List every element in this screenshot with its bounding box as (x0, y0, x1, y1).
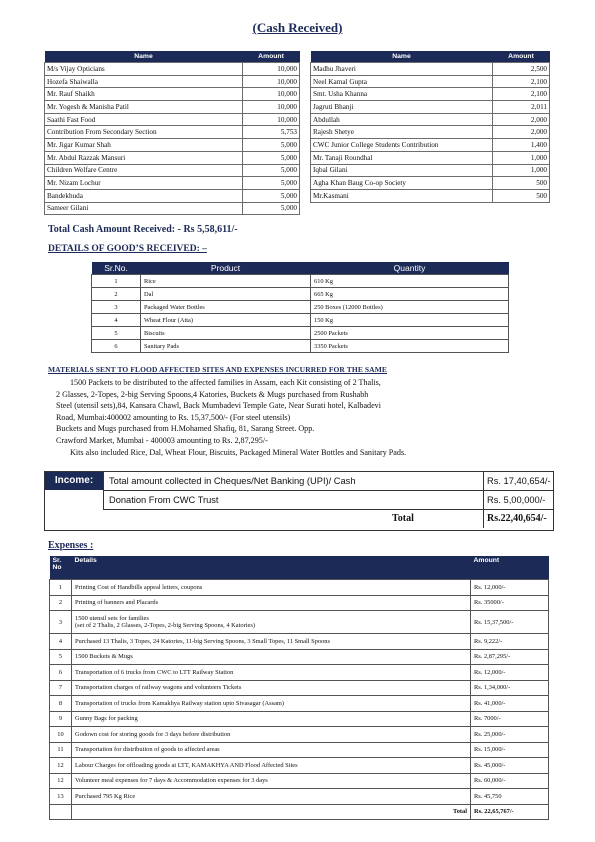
table-row (50, 773, 549, 789)
income-amount: Rs. 17,40,654/- (487, 476, 551, 486)
table-row (50, 758, 549, 774)
table-row (45, 164, 300, 177)
table-row (50, 595, 549, 611)
total-row (50, 804, 549, 820)
expense-details: Labour Charges for offloading goods at LTT, KAMAKHYA AND Flood Affected Sites (72, 758, 471, 774)
table-row (50, 665, 549, 681)
donor-name: Mr. Tanaji Roundhal (311, 151, 493, 164)
expense-sr-no: 2 (50, 595, 72, 611)
donation-amount: 5,000 (243, 151, 300, 164)
table-row (311, 75, 550, 88)
column-header-amount: Amount (493, 51, 550, 63)
expense-amount: Rs. 9,222/- (471, 634, 549, 650)
donor-name: Bandekhuda (45, 189, 243, 202)
goods-received-heading: DETAILS OF GOOD’S RECEIVED: – (48, 244, 207, 254)
expense-details: Transportation charges of railway wagons and volunteers Tickets (72, 680, 471, 696)
column-header-sr-no: Sr.No. (92, 262, 141, 275)
expense-sr-no: 8 (50, 696, 72, 712)
expense-sr-no: 3 (50, 611, 72, 634)
income-description: Donation From CWC Trust (109, 495, 219, 505)
donation-amount: 2,000 (493, 113, 550, 126)
table-row (311, 101, 550, 114)
cash-received-table-left (44, 51, 300, 215)
donation-amount: 5,000 (243, 202, 300, 215)
materials-line: 2 Glasses, 2-Topes, 2-big Serving Spoons,4 Katories, Buckets & Mugs purchased from Rushabh (56, 389, 369, 399)
goods-quantity: 610 Kg (311, 275, 509, 288)
table-row (311, 113, 550, 126)
donor-name: Agha Khan Baug Co-op Society (311, 177, 493, 190)
donor-name: Jagruti Bhanji (311, 101, 493, 114)
cash-received-table-right (310, 51, 550, 203)
goods-product: Rice (141, 275, 311, 288)
table-row (50, 742, 549, 758)
income-total-amount: Rs.22,40,654/- (487, 513, 547, 524)
materials-line: Buckets and Mugs purchased from H.Mohamed Shafiq, 81, Sarang Street. Opp. (56, 424, 315, 434)
donation-amount: 5,000 (243, 139, 300, 152)
expense-amount: Rs. 15,000/- (471, 742, 549, 758)
table-row (311, 164, 550, 177)
donation-amount: 2,000 (493, 126, 550, 139)
income-total-label: Total (392, 513, 414, 524)
expense-details: Godown cost for storing goods for 3 days before distribution (72, 727, 471, 743)
column-header-sr-no: Sr. No (50, 556, 72, 580)
table-row (311, 177, 550, 190)
donor-name: Mr. Jigar Kumar Shah (45, 139, 243, 152)
goods-sr-no: 4 (92, 314, 141, 327)
donation-amount: 5,000 (243, 164, 300, 177)
expense-details: Printing Cost of Handbills appeal letters, coupons (72, 580, 471, 596)
expense-amount: Rs. 45,750 (471, 789, 549, 805)
expense-details: Purchased 13 Thalis, 3 Topes, 24 Katories, 11-big Serving Spoons, 3 Small Topes, 11 Small Spoons (72, 634, 471, 650)
donor-name: Smt. Usha Khanna (311, 88, 493, 101)
expense-sr-no: 12 (50, 773, 72, 789)
table-row (50, 580, 549, 596)
table-row (50, 727, 549, 743)
expense-sr-no: 1 (50, 580, 72, 596)
materials-line: Kits also included Rice, Dal, Wheat Flour, Biscuits, Packaged Mineral Water Bottles and Sanitary Pads. (70, 447, 407, 457)
donor-name: Saathi Fast Food (45, 113, 243, 126)
table-row (50, 611, 549, 634)
expense-sr-no: 4 (50, 634, 72, 650)
donor-name: Mr. Nizam Lochur (45, 177, 243, 190)
donor-name: Madhu Jhaveri (311, 63, 493, 76)
expense-sr-no: 12 (50, 758, 72, 774)
table-row (45, 177, 300, 190)
expense-amount: Rs. 7000/- (471, 711, 549, 727)
income-summary (44, 471, 554, 531)
expense-details: Printing of banners and Placards (72, 595, 471, 611)
table-row (92, 340, 509, 353)
table-row (45, 113, 300, 126)
income-description: Total amount collected in Cheques/Net Banking (UPI)/ Cash (109, 476, 356, 486)
donation-amount: 500 (493, 189, 550, 202)
table-row (45, 88, 300, 101)
goods-sr-no: 1 (92, 275, 141, 288)
expense-amount: Rs. 2,87,295/- (471, 649, 549, 665)
donor-name: Rajesh Shetye (311, 126, 493, 139)
table-row (45, 189, 300, 202)
table-row (92, 301, 509, 314)
income-row (103, 472, 553, 491)
goods-quantity: 3350 Packets (311, 340, 509, 353)
materials-line: 1500 Packets to be distributed to the affected families in Assam, each Kit consisting of 2 Thalis, (70, 378, 381, 387)
materials-description (56, 377, 550, 458)
table-row (311, 139, 550, 152)
expense-sr-no: 9 (50, 711, 72, 727)
materials-line: Steel (utensil sets),84, Kansara Chawl, Back Mumbadevi Temple Gate, Near Surati hotel, Kalbadevi (56, 401, 381, 411)
income-total-row (103, 510, 553, 528)
goods-quantity: 2500 Packets (311, 327, 509, 340)
table-row (50, 696, 549, 712)
expense-details: Gunny Bags for packing (72, 711, 471, 727)
table-row (311, 63, 550, 76)
total-spacer (50, 804, 72, 820)
donation-amount: 10,000 (243, 88, 300, 101)
table-row (92, 314, 509, 327)
donor-name: Mr. Yogesh & Manisha Patil (45, 101, 243, 114)
donation-amount: 5,000 (243, 189, 300, 202)
table-row (92, 327, 509, 340)
expense-details: Volunteer meal expenses for 7 days & Accommodation expenses for 3 days (72, 773, 471, 789)
donation-amount: 1,000 (493, 164, 550, 177)
expenses-heading: Expenses : (48, 540, 94, 551)
table-row (50, 649, 549, 665)
page-title: (Cash Received) (252, 20, 343, 35)
total-cash-received: Total Cash Amount Received: - Rs 5,58,611/- (48, 224, 238, 235)
goods-received-table (91, 262, 509, 353)
goods-sr-no: 5 (92, 327, 141, 340)
materials-heading: MATERIALS SENT TO FLOOD AFFECTED SITES AND EXPENSES INCURRED FOR THE SAME (48, 365, 387, 374)
table-row (311, 126, 550, 139)
table-row (45, 126, 300, 139)
goods-product: Packaged Water Bottles (141, 301, 311, 314)
income-label: Income: (45, 472, 103, 490)
donation-amount: 10,000 (243, 113, 300, 126)
expense-sr-no: 13 (50, 789, 72, 805)
table-row (45, 151, 300, 164)
expense-details: Transportation of 6 trucks from CWC to LTT Railway Station (72, 665, 471, 681)
donor-name: Contribution From Secondary Section (45, 126, 243, 139)
donation-amount: 1,000 (493, 151, 550, 164)
expenses-total-label: Total (72, 804, 471, 820)
expense-amount: Rs. 1,34,000/- (471, 680, 549, 696)
table-row (311, 88, 550, 101)
donor-name: Hozefa Shaiwalla (45, 75, 243, 88)
expense-details: 1500 utensil sets for families (set of 2 Thalis, 2 Glasses, 2-Topes, 2-big Serving Spoons, 4 Katories) (72, 611, 471, 634)
donor-name: Mr. Rauf Shaikh (45, 88, 243, 101)
column-header-amount: Amount (243, 51, 300, 63)
donation-amount: 5,753 (243, 126, 300, 139)
goods-product: Biscuits (141, 327, 311, 340)
donor-name: M/s Vijay Opticians (45, 63, 243, 76)
expenses-total-amount: Rs. 22,65,767/- (471, 804, 549, 820)
goods-sr-no: 2 (92, 288, 141, 301)
materials-line: Crawford Market, Mumbai - 400003 amounting to Rs. 2,87,295/- (56, 435, 268, 445)
donation-amount: 500 (493, 177, 550, 190)
expense-sr-no: 7 (50, 680, 72, 696)
column-header-details: Details (72, 556, 471, 580)
goods-quantity: 250 Boxes (12000 Bottles) (311, 301, 509, 314)
goods-product: Sanitary Pads (141, 340, 311, 353)
expenses-table (49, 556, 549, 820)
expense-amount: Rs. 12,000/- (471, 665, 549, 681)
donor-name: Neel Kamal Gupta (311, 75, 493, 88)
expense-sr-no: 11 (50, 742, 72, 758)
goods-sr-no: 3 (92, 301, 141, 314)
expense-amount: Rs. 15,37,500/- (471, 611, 549, 634)
expense-details: Transportation for distribution of goods to affected areas (72, 742, 471, 758)
donor-name: Iqbal Gilani (311, 164, 493, 177)
table-row (45, 139, 300, 152)
column-header-name: Name (45, 51, 243, 63)
expense-details: Purchased 795 Kg Rice (72, 789, 471, 805)
donation-amount: 2,100 (493, 88, 550, 101)
expense-sr-no: 10 (50, 727, 72, 743)
table-row (50, 680, 549, 696)
table-row (92, 288, 509, 301)
column-header-name: Name (311, 51, 493, 63)
column-header-product: Product (141, 262, 311, 275)
column-header-amount: Amount (471, 556, 549, 580)
goods-sr-no: 6 (92, 340, 141, 353)
donation-amount: 10,000 (243, 75, 300, 88)
donation-amount: 10,000 (243, 101, 300, 114)
expense-amount: Rs. 45,000/- (471, 758, 549, 774)
table-row (45, 101, 300, 114)
donor-name: Abdullah (311, 113, 493, 126)
donation-amount: 1,400 (493, 139, 550, 152)
donor-name: Mr.Kasmani (311, 189, 493, 202)
donation-amount: 10,000 (243, 63, 300, 76)
income-row (103, 491, 553, 510)
table-row (50, 711, 549, 727)
column-header-quantity: Quantity (311, 262, 509, 275)
goods-quantity: 665 Kg (311, 288, 509, 301)
donor-name: Sameer Gilani (45, 202, 243, 215)
table-row (50, 789, 549, 805)
table-row (311, 189, 550, 202)
table-row (45, 75, 300, 88)
goods-product: Wheat Flour (Atta) (141, 314, 311, 327)
expense-details: 1500 Buckets & Mugs (72, 649, 471, 665)
expense-details: Transportation of trucks from Kamakhya Railway station upto Sivasagar (Assam) (72, 696, 471, 712)
expense-amount: Rs. 25,000/- (471, 727, 549, 743)
goods-product: Dal (141, 288, 311, 301)
expense-sr-no: 5 (50, 649, 72, 665)
income-amount: Rs. 5,00,000/- (487, 495, 546, 505)
table-row (92, 275, 509, 288)
expense-amount: Rs. 60,000/- (471, 773, 549, 789)
donor-name: Children Welfare Centre (45, 164, 243, 177)
donation-amount: 5,000 (243, 177, 300, 190)
expense-sr-no: 6 (50, 665, 72, 681)
table-row (50, 634, 549, 650)
donor-name: CWC Junior College Students Contribution (311, 139, 493, 152)
donation-amount: 2,500 (493, 63, 550, 76)
table-row (45, 63, 300, 76)
expense-amount: Rs. 41,000/- (471, 696, 549, 712)
expense-amount: Rs. 35000/- (471, 595, 549, 611)
table-row (45, 202, 300, 215)
donation-amount: 2,100 (493, 75, 550, 88)
goods-quantity: 150 Kg (311, 314, 509, 327)
donor-name: Mr. Abdul Razzak Mansuri (45, 151, 243, 164)
table-row (311, 151, 550, 164)
materials-line: Road, Mumbai:400002 amounting to Rs. 15,37,500/- (For steel utensils) (56, 412, 291, 422)
donation-amount: 2,011 (493, 101, 550, 114)
expense-amount: Rs. 12,000/- (471, 580, 549, 596)
